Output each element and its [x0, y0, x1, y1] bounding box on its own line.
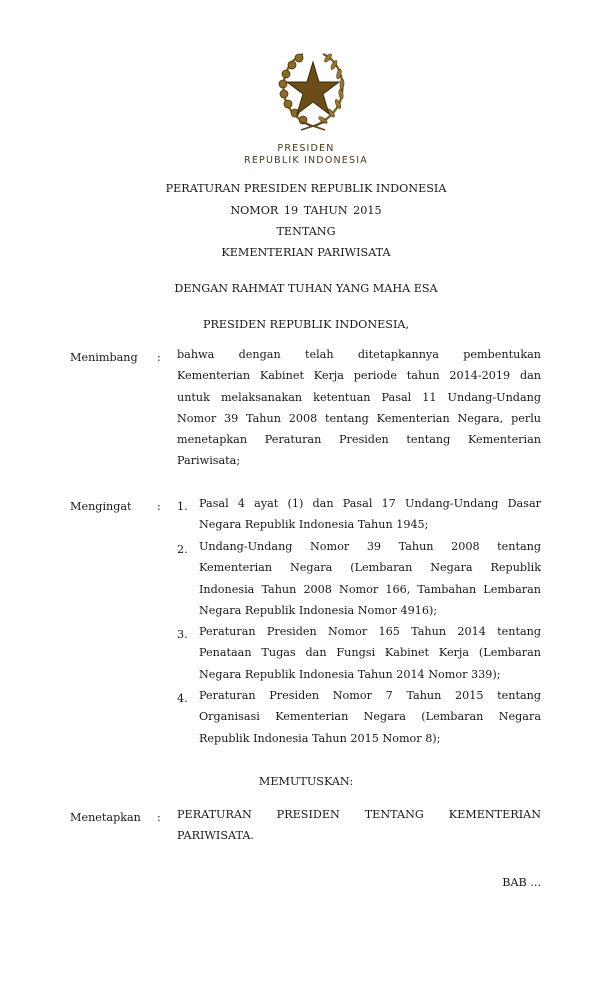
- menetapkan-text: [177, 804, 541, 847]
- list-item-line: Peraturan Presiden Nomor 7 Tahun 2015 tentang: [199, 689, 541, 702]
- document-subject: KEMENTERIAN PARIWISATA: [221, 246, 391, 259]
- presidential-emblem-icon: [273, 46, 353, 136]
- emblem-caption-republik-indonesia: REPUBLIK INDONESIA: [244, 155, 368, 166]
- menimbang-text: [177, 344, 541, 472]
- invocation: DENGAN RAHMAT TUHAN YANG MAHA ESA: [174, 282, 438, 295]
- menimbang-label: Menimbang: [70, 351, 138, 364]
- list-item-line: Kementerian Negara (Lembaran Negara Republik: [199, 561, 541, 575]
- mengingat-item-1: [199, 493, 541, 536]
- mengingat-item-2: [199, 536, 541, 621]
- list-item-line: Organisasi Kementerian Negara (Lembaran Negara: [199, 710, 541, 724]
- list-item-line: Undang-Undang Nomor 39 Tahun 2008 tentang: [199, 540, 541, 553]
- menetapkan-line: PARIWISATA.: [177, 829, 254, 843]
- menetapkan-label: Menetapkan: [70, 811, 141, 824]
- document-number: NOMOR 19 TAHUN 2015: [230, 204, 382, 217]
- menimbang-line: Nomor 39 Tahun 2008 tentang Kementerian Negara, perlu: [177, 411, 541, 425]
- menimbang-line: Kementerian Kabinet Kerja periode tahun 2014-2019 dan: [177, 369, 541, 383]
- list-item-line: Negara Republik Indonesia Tahun 2014 Nomor 339);: [199, 667, 501, 681]
- menimbang-colon: :: [157, 351, 161, 364]
- menimbang-line: bahwa dengan telah ditetapkannya pembentukan: [177, 348, 541, 361]
- list-item-number: 2.: [177, 543, 188, 556]
- mengingat-item-4: [199, 685, 541, 749]
- list-item-line: Indonesia Tahun 2008 Nomor 166, Tambahan Lembaran: [199, 582, 541, 596]
- list-item-line: Peraturan Presiden Nomor 165 Tahun 2014 tentang: [199, 625, 541, 638]
- list-item-line: Penataan Tugas dan Fungsi Kabinet Kerja (Lembaran: [199, 646, 541, 660]
- menetapkan-colon: :: [157, 811, 161, 824]
- document-title: PERATURAN PRESIDEN REPUBLIK INDONESIA: [165, 182, 447, 195]
- list-item-line: Republik Indonesia Tahun 2015 Nomor 8);: [199, 731, 441, 745]
- menetapkan-line: PERATURAN PRESIDEN TENTANG KEMENTERIAN: [177, 808, 541, 821]
- decision-heading: MEMUTUSKAN:: [258, 775, 354, 788]
- list-item-number: 4.: [177, 692, 188, 705]
- document-tentang: TENTANG: [276, 225, 336, 238]
- list-item-line: Negara Republik Indonesia Tahun 1945;: [199, 518, 429, 532]
- list-item-number: 3.: [177, 628, 188, 641]
- list-item-number: 1.: [177, 500, 188, 513]
- mengingat-item-3: [199, 621, 541, 685]
- menimbang-line: Pariwisata;: [177, 454, 241, 468]
- list-item-line: Pasal 4 ayat (1) dan Pasal 17 Undang-Undang Dasar: [199, 497, 541, 510]
- menimbang-line: menetapkan Peraturan Presiden tentang Kementerian: [177, 433, 541, 447]
- mengingat-colon: :: [157, 500, 161, 513]
- menimbang-line: untuk melaksanakan ketentuan Pasal 11 Undang-Undang: [177, 390, 541, 404]
- list-item-line: Negara Republik Indonesia Nomor 4916);: [199, 603, 438, 617]
- issuer: PRESIDEN REPUBLIK INDONESIA,: [202, 318, 410, 331]
- emblem-caption-presiden: PRESIDEN: [277, 143, 335, 154]
- page-continuation-marker: BAB ...: [502, 876, 541, 889]
- mengingat-label: Mengingat: [70, 500, 132, 513]
